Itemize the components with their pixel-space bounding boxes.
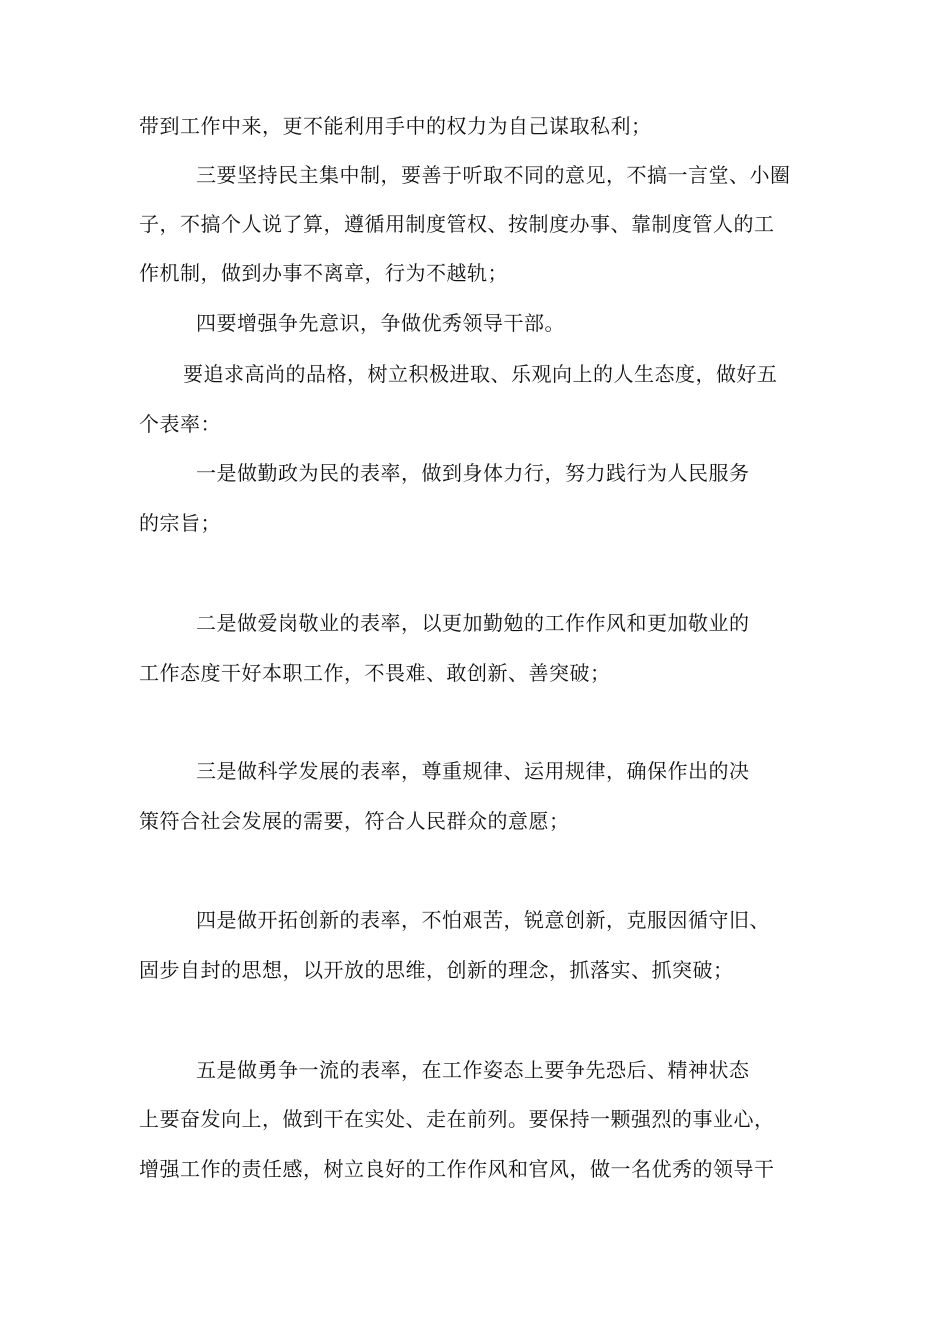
text-line: 增强工作的责任感，树立良好的工作作风和官风，做一名优秀的领导干 bbox=[139, 1157, 775, 1181]
text-line: 策符合社会发展的需要，符合人民群众的意愿； bbox=[139, 809, 570, 833]
text-line: 四要增强争先意识，争做优秀领导干部。 bbox=[196, 311, 565, 335]
text-line: 工作态度干好本职工作，不畏难、敢创新、善突破； bbox=[139, 661, 611, 685]
text-line: 作机制，做到办事不离章，行为不越轨； bbox=[139, 261, 508, 285]
text-line: 上要奋发向上，做到干在实处、走在前列。要保持一颗强烈的事业心， bbox=[139, 1107, 775, 1131]
text-line: 二是做爱岗敬业的表率，以更加勤勉的工作作风和更加敬业的 bbox=[196, 611, 750, 635]
text-line: 五是做勇争一流的表率，在工作姿态上要争先恐后、精神状态 bbox=[196, 1058, 750, 1082]
text-line: 固步自封的思想，以开放的思维，创新的理念，抓落实、抓突破； bbox=[139, 958, 734, 982]
text-line: 四是做开拓创新的表率，不怕艰苦，锐意创新，克服因循守旧、 bbox=[196, 908, 770, 932]
text-line: 三要坚持民主集中制，要善于听取不同的意见，不搞一言堂、小圈 bbox=[196, 163, 791, 187]
text-line: 子，不搞个人说了算，遵循用制度管权、按制度办事、靠制度管人的工 bbox=[139, 212, 775, 236]
text-line: 三是做科学发展的表率，尊重规律、运用规律，确保作出的决 bbox=[196, 759, 750, 783]
text-line: 的宗旨； bbox=[139, 511, 221, 535]
text-line: 个表率： bbox=[139, 412, 221, 436]
text-line: 要追求高尚的品格，树立积极进取、乐观向上的人生态度，做好五 bbox=[183, 362, 778, 386]
text-line: 带到工作中来，更不能利用手中的权力为自己谋取私利； bbox=[139, 114, 652, 138]
text-line: 一是做勤政为民的表率，做到身体力行，努力践行为人民服务 bbox=[196, 461, 750, 485]
